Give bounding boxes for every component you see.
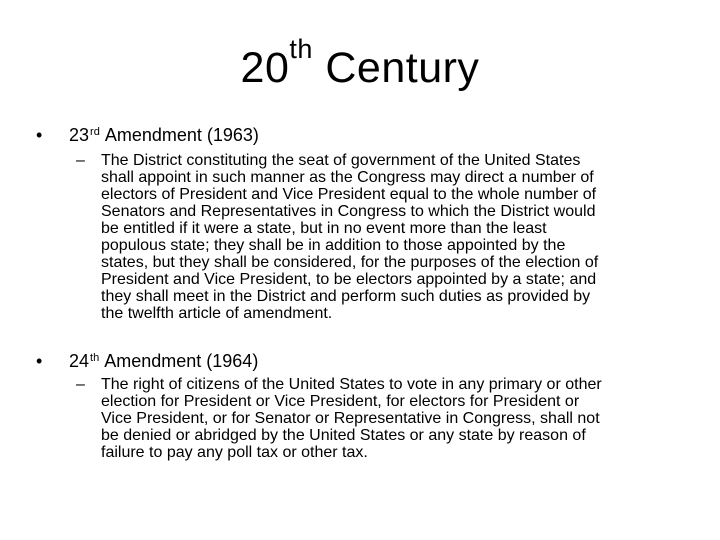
slide-title xyxy=(0,34,720,96)
amendment-ordinal-suffix: th xyxy=(90,352,100,364)
title-text: Century xyxy=(312,44,480,92)
title-ordinal-suffix: th xyxy=(289,34,313,64)
amendment-text: The District constituting the seat of government of the United States shall appoint in such manner as the Congress may direct a number of electors of President and Vice President equal to the whole number of Senators and Representatives in Congress to which the District would be entitled if it were a state, but in no event more than the least populous state; they shall be in addition to those appointed by the states, but they shall be considered, for the purposes of the election of President and Vice President, to be electors appointed by a state; and they shall meet in the District and perform such duties as provided by the twelfth article of amendment. xyxy=(101,152,599,322)
bullet-marker: • xyxy=(36,351,43,371)
amendment-ordinal-suffix: rd xyxy=(90,126,100,138)
bullet-heading xyxy=(69,124,259,146)
amendment-number: 23 xyxy=(69,125,90,145)
title-number: 20 xyxy=(240,44,290,92)
bullet-heading xyxy=(69,350,258,372)
bullet-marker: • xyxy=(36,125,43,145)
amendment-label: Amendment (1964) xyxy=(100,351,259,371)
dash-marker: – xyxy=(76,376,85,393)
amendment-text: The right of citizens of the United States to vote in any primary or other election for President or Vice President, for electors for President or Vice President, or for Senator or Representative in Congress, shall not be denied or abridged by the United States or any state by reason of failure to pay any poll tax or other tax. xyxy=(101,376,602,461)
amendment-number: 24 xyxy=(69,351,90,371)
amendment-label: Amendment (1963) xyxy=(100,125,259,145)
dash-marker: – xyxy=(76,152,85,169)
